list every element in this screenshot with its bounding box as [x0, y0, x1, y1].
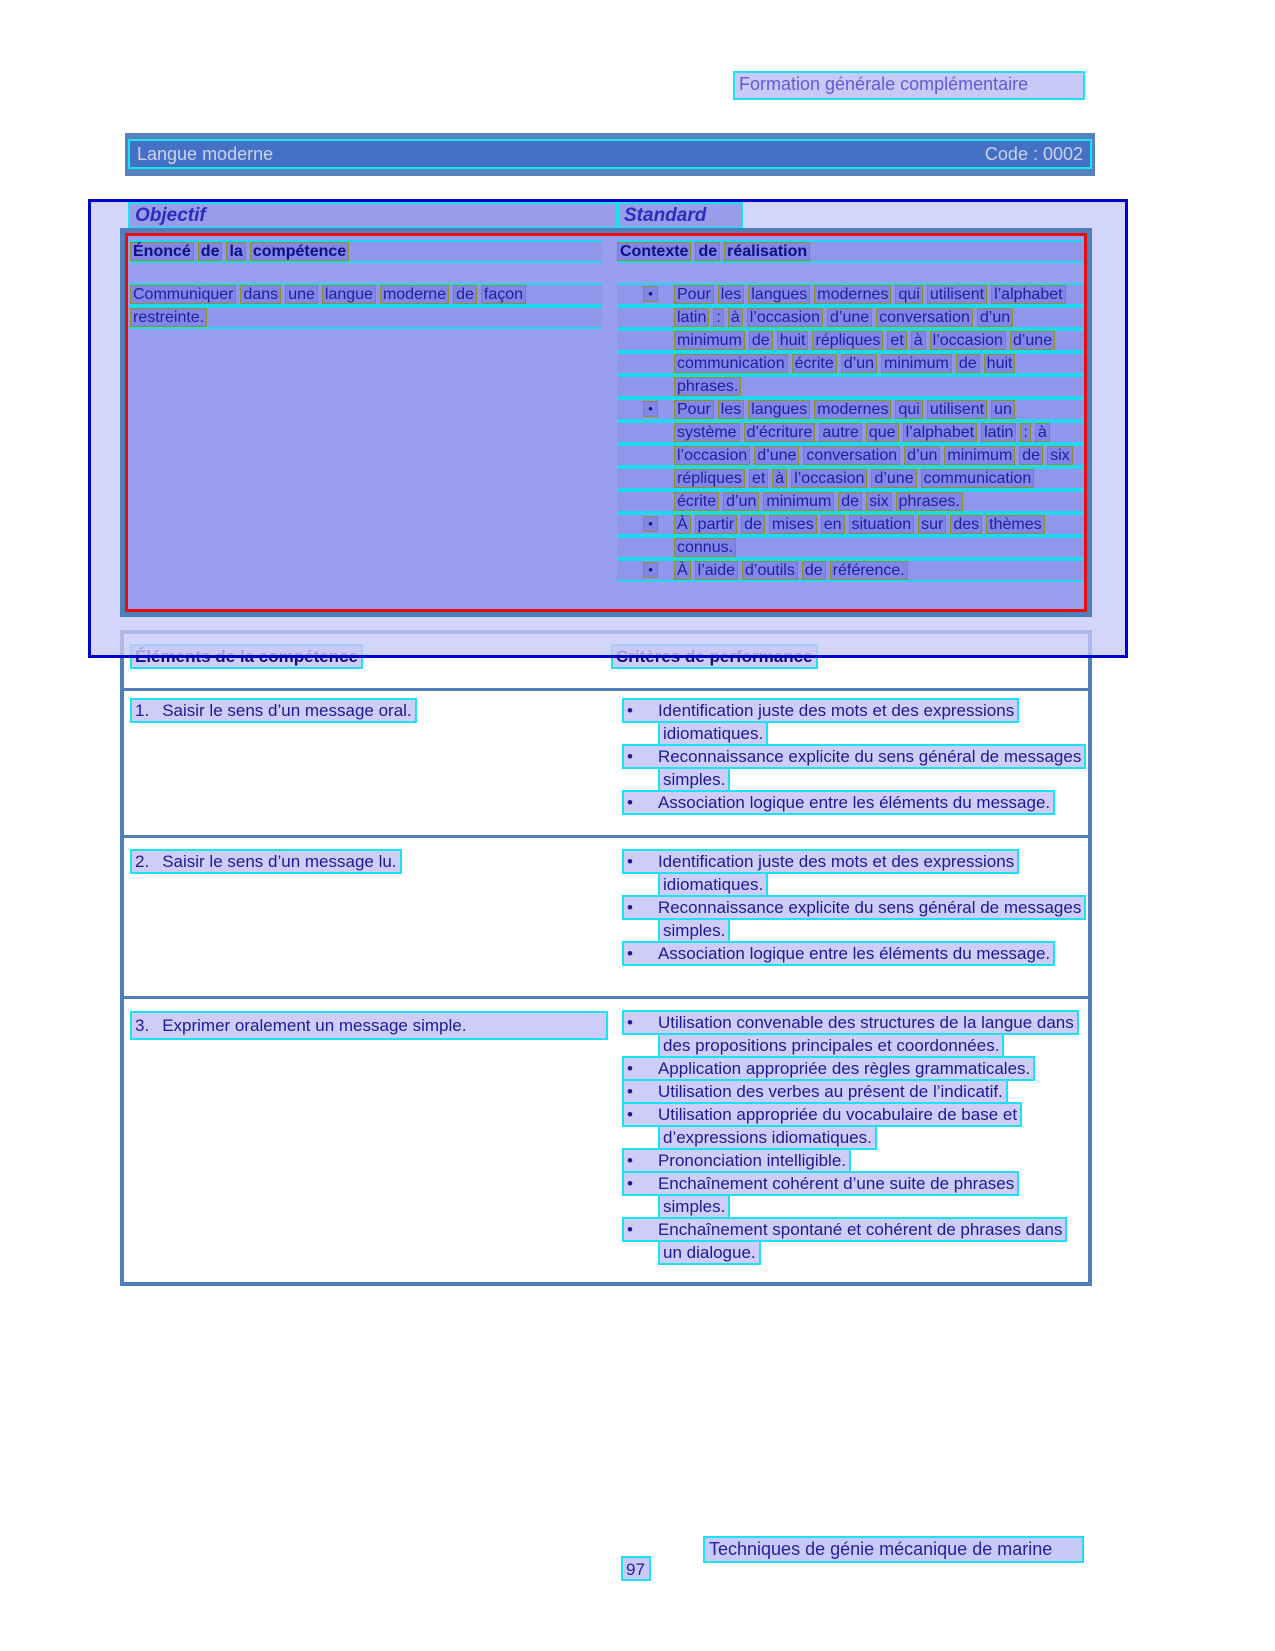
- elements-table: [120, 630, 1092, 1286]
- criteria-item: [627, 942, 1082, 965]
- course-code: Code : 0002: [984, 143, 1083, 164]
- word-box: moderne: [380, 285, 449, 304]
- word-box: sur: [918, 515, 946, 534]
- criteria-item: [627, 1103, 1082, 1149]
- criteria-item: [627, 1218, 1082, 1264]
- criteria-cell: [611, 699, 1088, 835]
- word-box: à: [728, 308, 743, 327]
- word-box: minimum: [944, 446, 1015, 465]
- context-bullet-text: [674, 513, 1084, 559]
- competence-table-body: [130, 283, 1084, 582]
- bullet-marker-icon: •: [627, 1082, 633, 1101]
- word-box: thèmes: [986, 515, 1044, 534]
- contexte-header-cell: [617, 240, 1084, 263]
- enonce-cell: [130, 283, 617, 582]
- word-box: modernes: [814, 400, 891, 419]
- criteria-item: [627, 791, 1082, 814]
- word-box: compétence: [250, 242, 349, 261]
- bullet-marker-icon: •: [643, 562, 658, 578]
- bullet-marker-icon: •: [627, 898, 633, 917]
- word-box: latin: [981, 423, 1016, 442]
- element-cell: [124, 1011, 611, 1282]
- context-bullet-item: [617, 559, 1084, 582]
- bullet-marker-icon: •: [627, 1151, 633, 1170]
- context-bullet-text: [674, 283, 1084, 398]
- word-box: conversation: [876, 308, 973, 327]
- bullet-marker-icon: •: [627, 793, 633, 812]
- course-header-bar: [125, 133, 1095, 176]
- criteria-item: [627, 1149, 1082, 1172]
- criteria-item: [627, 1057, 1082, 1080]
- word-box: langues: [748, 285, 810, 304]
- criteria-item: [627, 850, 1082, 896]
- word-box: l’alphabet: [903, 423, 978, 442]
- criteria-text: • Identification juste des mots et des expressions idiomatiques.: [622, 698, 1019, 746]
- contexte-cell: [617, 283, 1084, 582]
- word-box: d’un: [723, 492, 759, 511]
- word-box: d’outils: [742, 561, 798, 580]
- word-box: Contexte: [617, 242, 691, 261]
- word-box: latin: [674, 308, 709, 327]
- course-title: Langue moderne: [137, 143, 274, 164]
- word-box: Énoncé: [130, 242, 194, 261]
- word-box: communication: [674, 354, 788, 373]
- word-box: les: [718, 285, 744, 304]
- word-box: système: [674, 423, 740, 442]
- context-bullet-item: [617, 513, 1084, 559]
- criteria-text: • Prononciation intelligible.: [622, 1148, 851, 1173]
- word-box: de: [838, 492, 862, 511]
- element-row: [124, 835, 1088, 996]
- word-box: À: [674, 561, 691, 580]
- criteria-text: • Enchaînement spontané et cohérent de phrases dans un dialogue.: [622, 1217, 1067, 1265]
- word-box: écrite: [792, 354, 837, 373]
- criteria-text: • Reconnaissance explicite du sens général de messages simples.: [622, 744, 1086, 792]
- word-box: Pour: [674, 400, 714, 419]
- formation-note: Formation générale complémentaire: [733, 71, 1085, 100]
- word-box: modernes: [814, 285, 891, 304]
- word-box: l’aide: [695, 561, 738, 580]
- competence-table: [120, 228, 1092, 617]
- criteria-text: • Application appropriée des règles grammaticales.: [622, 1056, 1035, 1081]
- standard-label: Standard: [617, 202, 743, 229]
- criteria-cell: [611, 1011, 1088, 1282]
- bullet-marker-icon: •: [643, 516, 658, 532]
- word-box: en: [821, 515, 845, 534]
- criteria-text: • Utilisation des verbes au présent de l’indicatif.: [622, 1079, 1008, 1104]
- word-box: un: [991, 400, 1015, 419]
- word-box: minimum: [881, 354, 952, 373]
- word-box: et: [749, 469, 768, 488]
- bullet-marker-icon: •: [627, 701, 633, 720]
- word-box: langue: [322, 285, 376, 304]
- word-box: partir: [695, 515, 737, 534]
- word-box: phrases.: [896, 492, 963, 511]
- criteria-text: • Association logique entre les éléments du message.: [622, 790, 1055, 815]
- word-box: phrases.: [674, 377, 741, 396]
- element-label: 2. Saisir le sens d’un message lu.: [130, 849, 402, 874]
- context-bullet-item: [617, 398, 1084, 513]
- criteria-text: • Enchaînement cohérent d’une suite de phrases simples.: [622, 1171, 1019, 1219]
- bullet-marker-icon: •: [643, 401, 658, 417]
- word-box: d’un: [977, 308, 1013, 327]
- criteria-item: [627, 1172, 1082, 1218]
- element-label: 1. Saisir le sens d’un message oral.: [130, 698, 417, 723]
- word-box: À: [674, 515, 691, 534]
- competence-table-inner: [125, 233, 1087, 612]
- word-box: de: [802, 561, 826, 580]
- word-box: mises: [769, 515, 817, 534]
- bullet-marker-icon: •: [627, 1220, 633, 1239]
- word-box: de: [956, 354, 980, 373]
- word-box: les: [718, 400, 744, 419]
- word-box: répliques: [812, 331, 883, 350]
- word-box: l’occasion: [930, 331, 1006, 350]
- word-box: Communiquer: [130, 285, 236, 304]
- word-box: de: [749, 331, 773, 350]
- word-box: l’occasion: [747, 308, 823, 327]
- word-box: l’alphabet: [991, 285, 1066, 304]
- word-box: utilisent: [927, 285, 987, 304]
- bullet-marker-icon: •: [627, 1174, 633, 1193]
- criteria-text: • Utilisation appropriée du vocabulaire de base et d’expressions idiomatiques.: [622, 1102, 1022, 1150]
- word-box: qui: [895, 400, 922, 419]
- context-bullet-item: [617, 283, 1084, 398]
- word-box: conversation: [803, 446, 900, 465]
- word-box: répliques: [674, 469, 745, 488]
- competence-table-header: [130, 240, 1084, 263]
- page-number: 97: [621, 1556, 651, 1581]
- word-box: d’un: [904, 446, 940, 465]
- word-box: que: [866, 423, 899, 442]
- word-box: :: [713, 308, 723, 327]
- word-box: restreinte.: [130, 308, 207, 327]
- context-bullet-text: [674, 559, 1084, 582]
- criteria-text: • Utilisation convenable des structures de la langue dans des propositions principales et coordonnées.: [622, 1010, 1079, 1058]
- criteria-text: • Reconnaissance explicite du sens général de messages simples.: [622, 895, 1086, 943]
- enonce-header-cell: [130, 240, 617, 263]
- word-box: d’une: [827, 308, 872, 327]
- bullet-marker-icon: •: [643, 286, 658, 302]
- word-box: qui: [895, 285, 922, 304]
- word-box: référence.: [830, 561, 908, 580]
- criteria-item: [627, 1080, 1082, 1103]
- word-box: :: [1020, 423, 1030, 442]
- word-box: et: [887, 331, 906, 350]
- word-box: huit: [777, 331, 809, 350]
- word-box: Pour: [674, 285, 714, 304]
- criteria-item: [627, 745, 1082, 791]
- word-box: d’une: [871, 469, 916, 488]
- course-header-line: [128, 139, 1092, 169]
- word-box: utilisent: [927, 400, 987, 419]
- word-box: une: [285, 285, 318, 304]
- word-box: huit: [984, 354, 1016, 373]
- enonce-text: [130, 283, 602, 329]
- bullet-marker-icon: •: [627, 1105, 633, 1124]
- word-box: à: [772, 469, 787, 488]
- word-box: la: [226, 242, 245, 261]
- word-box: langues: [748, 400, 810, 419]
- word-box: d’une: [754, 446, 799, 465]
- bullet-marker-icon: •: [627, 944, 633, 963]
- word-box: six: [1047, 446, 1073, 465]
- objectif-label: Objectif: [128, 202, 617, 229]
- contexte-header-line: [617, 240, 1084, 263]
- word-box: de: [695, 242, 720, 261]
- word-box: minimum: [763, 492, 834, 511]
- word-box: d’écriture: [744, 423, 816, 442]
- word-box: de: [198, 242, 223, 261]
- word-box: des: [950, 515, 982, 534]
- bullet-marker-icon: •: [627, 747, 633, 766]
- word-box: l’occasion: [674, 446, 750, 465]
- word-box: d’une: [1010, 331, 1055, 350]
- word-box: à: [1035, 423, 1050, 442]
- criteria-text: • Association logique entre les éléments du message.: [622, 941, 1055, 966]
- element-row: [124, 996, 1088, 1282]
- elements-table-rows: [124, 688, 1088, 1282]
- criteria-item: [627, 896, 1082, 942]
- criteria-item: [627, 1011, 1082, 1057]
- word-box: écrite: [674, 492, 719, 511]
- element-cell: [124, 850, 611, 996]
- word-box: communication: [921, 469, 1035, 488]
- criteria-cell: [611, 850, 1088, 996]
- element-row: [124, 688, 1088, 835]
- bullet-marker-icon: •: [627, 1013, 633, 1032]
- word-box: de: [453, 285, 477, 304]
- word-box: de: [1019, 446, 1043, 465]
- word-box: minimum: [674, 331, 745, 350]
- word-box: à: [911, 331, 926, 350]
- word-box: l’occasion: [791, 469, 867, 488]
- context-bullet-text: [674, 398, 1084, 513]
- bullet-marker-icon: •: [627, 1059, 633, 1078]
- word-box: situation: [849, 515, 915, 534]
- enonce-header-line: [130, 240, 602, 263]
- word-box: autre: [819, 423, 861, 442]
- criteria-item: [627, 699, 1082, 745]
- footer-program: Techniques de génie mécanique de marine: [703, 1536, 1084, 1563]
- element-label: 3. Exprimer oralement un message simple.: [130, 1011, 608, 1040]
- word-box: d’un: [841, 354, 877, 373]
- word-box: six: [866, 492, 892, 511]
- word-box: réalisation: [724, 242, 810, 261]
- word-box: façon: [481, 285, 526, 304]
- criteria-text: • Identification juste des mots et des expressions idiomatiques.: [622, 849, 1019, 897]
- word-box: dans: [240, 285, 281, 304]
- bullet-marker-icon: •: [627, 852, 633, 871]
- word-box: de: [741, 515, 765, 534]
- element-cell: [124, 699, 611, 835]
- word-box: connus.: [674, 538, 736, 557]
